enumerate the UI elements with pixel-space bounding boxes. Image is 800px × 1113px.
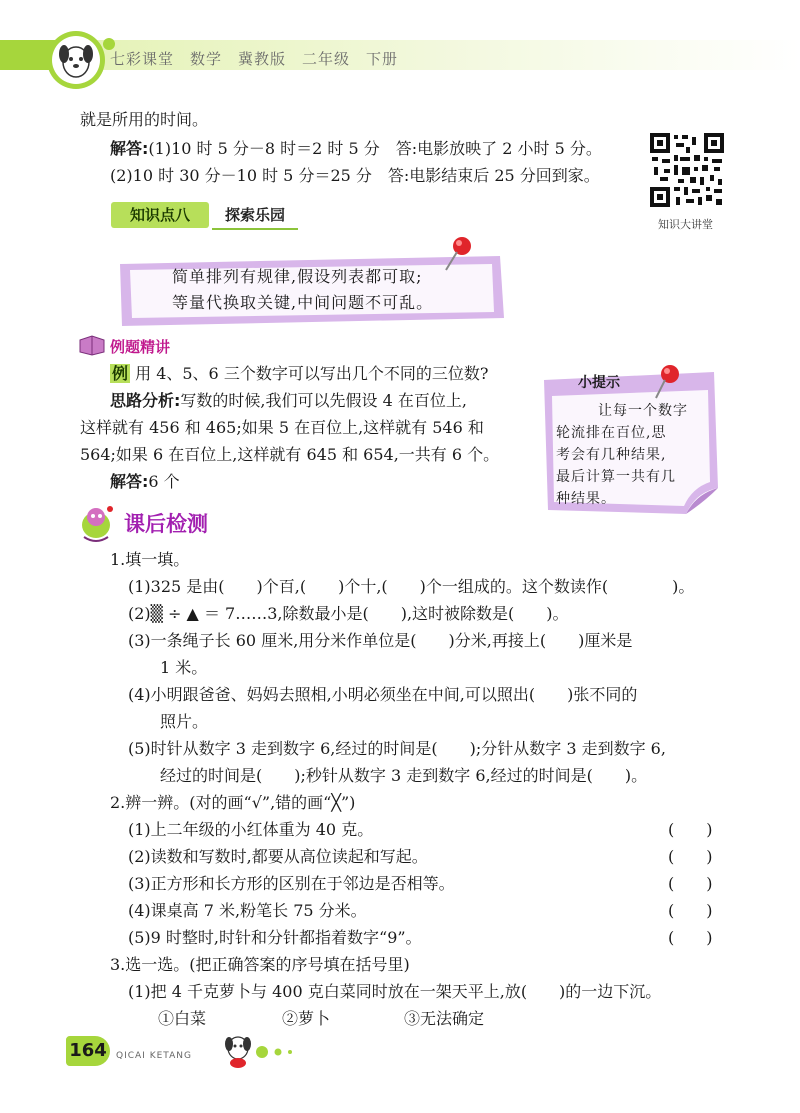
pushpin-icon <box>650 362 684 402</box>
decorative-dots <box>256 1046 306 1058</box>
question-item: 照片。 <box>128 712 209 731</box>
answer-label: 解答: <box>110 139 149 158</box>
hint-title: 小提示 <box>578 375 620 391</box>
answer-blank[interactable]: ( ) <box>668 820 713 839</box>
analysis-line: 这样就有 456 和 465;如果 5 在百位上,这样就有 546 和 <box>80 418 484 437</box>
example-answer <box>110 472 180 492</box>
answer-blank[interactable]: ( ) <box>668 901 713 920</box>
page-number: 164 <box>66 1036 110 1066</box>
analysis-line <box>110 391 467 411</box>
option: ②萝卜 <box>282 1009 331 1028</box>
judge-item: (5)9 时整时,时针和分针都指着数字“9”。 <box>128 928 422 947</box>
hint-line: 考会有几种结果, <box>556 447 667 463</box>
qr-code-icon <box>650 133 724 207</box>
book-title: 七彩课堂 数学 冀教版 二年级 下册 <box>110 50 399 68</box>
text-line: 就是所用的时间。 <box>80 110 209 129</box>
hint-line: 让每一个数字 <box>598 403 688 419</box>
question-item: (2)▒ ÷ ▲ ＝ 7……3,除数最小是( ),这时被除数是( )。 <box>128 604 569 623</box>
answer-text: (1)10 时 5 分－8 时＝2 时 5 分 答:电影放映了 2 小时 5 分。 <box>148 139 602 158</box>
example-section-title: 例题精讲 <box>110 338 171 356</box>
analysis-label: 思路分析: <box>110 391 181 410</box>
option: ①白菜 <box>158 1009 207 1028</box>
judge-item: (2)读数和写数时,都要从高位读起和写起。 <box>128 847 428 866</box>
question-title: 3.选一选。(把正确答案的序号填在括号里) <box>110 955 410 974</box>
question-item: (1)把 4 千克萝卜与 400 克白菜同时放在一架天平上,放( )的一边下沉。 <box>128 982 662 1001</box>
knowledge-point-title: 探索乐园 <box>212 202 298 230</box>
hint-line: 最后计算一共有几 <box>556 469 676 485</box>
example-question <box>110 364 488 384</box>
question-item: 1 米。 <box>128 658 208 677</box>
analysis-text: 写数的时候,我们可以先假设 4 在百位上, <box>180 391 467 410</box>
tip-line: 等量代换取关键,中间问题不可乱。 <box>172 293 434 312</box>
answer-blank[interactable]: ( ) <box>668 928 713 947</box>
judge-item: (3)正方形和长方形的区别在于邻边是否相等。 <box>128 874 455 893</box>
question-title: 2.辨一辨。(对的画“√”,错的画“╳”) <box>110 793 356 812</box>
answer-blank[interactable]: ( ) <box>668 847 713 866</box>
tip-line: 简单排列有规律,假设列表都可取; <box>172 267 423 286</box>
hint-line: 种结果。 <box>556 491 616 507</box>
dog-mascot-icon <box>36 26 116 90</box>
question-item: (1)325 是由( )个百,( )个十,( )个一组成的。这个数读作( )。 <box>128 577 695 596</box>
option: ③无法确定 <box>404 1009 485 1028</box>
question-text: 用 4、5、6 三个数字可以写出几个不同的三位数? <box>135 364 489 383</box>
book-icon <box>78 334 106 356</box>
answer-label: 解答: <box>110 472 149 491</box>
mascot-icon <box>74 501 118 543</box>
judge-item: (4)课桌高 7 米,粉笔长 75 分米。 <box>128 901 367 920</box>
knowledge-point-label: 知识点八 <box>111 202 209 228</box>
question-item: 经过的时间是( );秒针从数字 3 走到数字 6,经过的时间是( )。 <box>128 766 648 785</box>
question-item: (3)一条绳子长 60 厘米,用分米作单位是( )分米,再接上( )厘米是 <box>128 631 633 650</box>
pushpin-icon <box>440 234 474 274</box>
question-item: (5)时针从数字 3 走到数字 6,经过的时间是( );分针从数字 3 走到数字 6, <box>128 739 666 758</box>
answer-text: 6 个 <box>148 472 180 491</box>
qr-caption: 知识大讲堂 <box>658 218 713 231</box>
question-title: 1.填一填。 <box>110 550 190 569</box>
example-tag: 例 <box>112 364 129 383</box>
judge-item: (1)上二年级的小红体重为 40 克。 <box>128 820 374 839</box>
analysis-line: 564;如果 6 在百位上,这样就有 645 和 654,一共有 6 个。 <box>80 445 500 464</box>
hint-line: 轮流排在百位,思 <box>556 425 667 441</box>
footer-brand: QICAI KETANG <box>116 1051 192 1061</box>
question-item: (4)小明跟爸爸、妈妈去照相,小明必须坐在中间,可以照出( )张不同的 <box>128 685 638 704</box>
answer-line-2: (2)10 时 30 分－10 时 5 分＝25 分 答:电影结束后 25 分回到家。 <box>110 166 600 185</box>
dog-mascot-icon <box>220 1030 256 1070</box>
answer-line <box>110 139 602 159</box>
answer-blank[interactable]: ( ) <box>668 874 713 893</box>
practice-section-title: 课后检测 <box>124 512 208 536</box>
